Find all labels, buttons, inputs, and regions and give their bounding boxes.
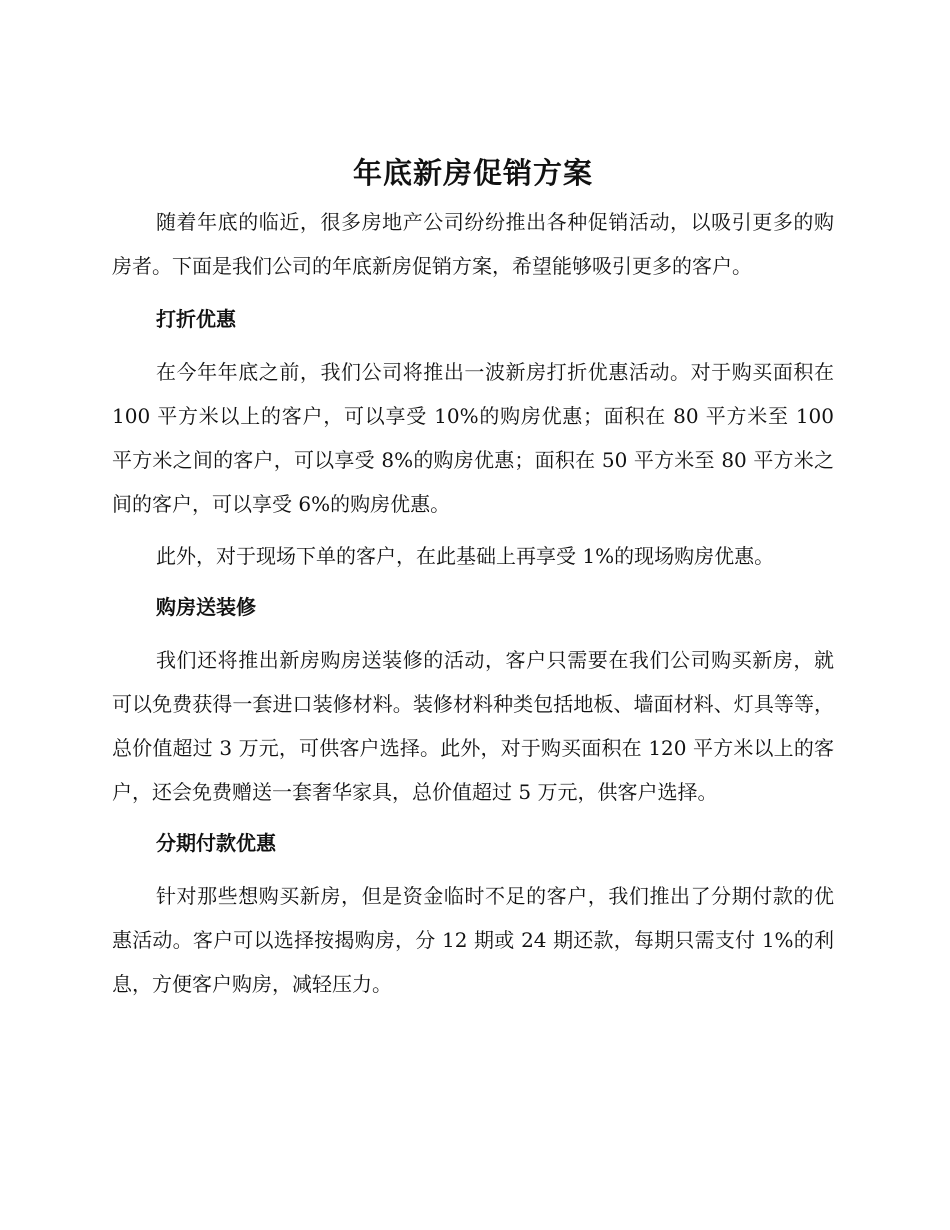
onsite-discount-paragraph: 此外，对于现场下单的客户，在此基础上再享受 1%的现场购房优惠。 [156, 544, 775, 568]
intro-paragraph: 随着年底的临近，很多房地产公司纷纷推出各种促销活动，以吸引更多的购房者。下面是我们公司的年底新房促销方案，希望能够吸引更多的客户。 [112, 210, 834, 278]
section-heading-discount: 打折优惠 [156, 307, 236, 331]
section-heading-renovation: 购房送装修 [156, 595, 256, 619]
document-title: 年底新房促销方案 [352, 156, 593, 190]
discount-paragraph: 在今年年底之前，我们公司将推出一波新房打折优惠活动。对于购买面积在 100 平方米以上的客户，可以享受 10%的购房优惠；面积在 80 平方米至 100 平方米之间的客户，可以享受 8%的购房优惠；面积在 50 平方米至 80 平方米之间的客户，可以享受 6%的购房优惠。 [112, 360, 834, 516]
section-heading-installment: 分期付款优惠 [156, 831, 276, 855]
installment-paragraph: 针对那些想购买新房，但是资金临时不足的客户，我们推出了分期付款的优惠活动。客户可以选择按揭购房，分 12 期或 24 期还款，每期只需支付 1%的利息，方便客户购房，减轻压力。 [112, 884, 834, 996]
renovation-paragraph: 我们还将推出新房购房送装修的活动，客户只需要在我们公司购买新房，就可以免费获得一套进口装修材料。装修材料种类包括地板、墙面材料、灯具等等，总价值超过 3 万元，可供客户选择。此外，对于购买面积在 120 平方米以上的客户，还会免费赠送一套奢华家具，总价值超过 5 万元，供客户选择。 [112, 648, 834, 804]
document-page [112, 150, 834, 1006]
